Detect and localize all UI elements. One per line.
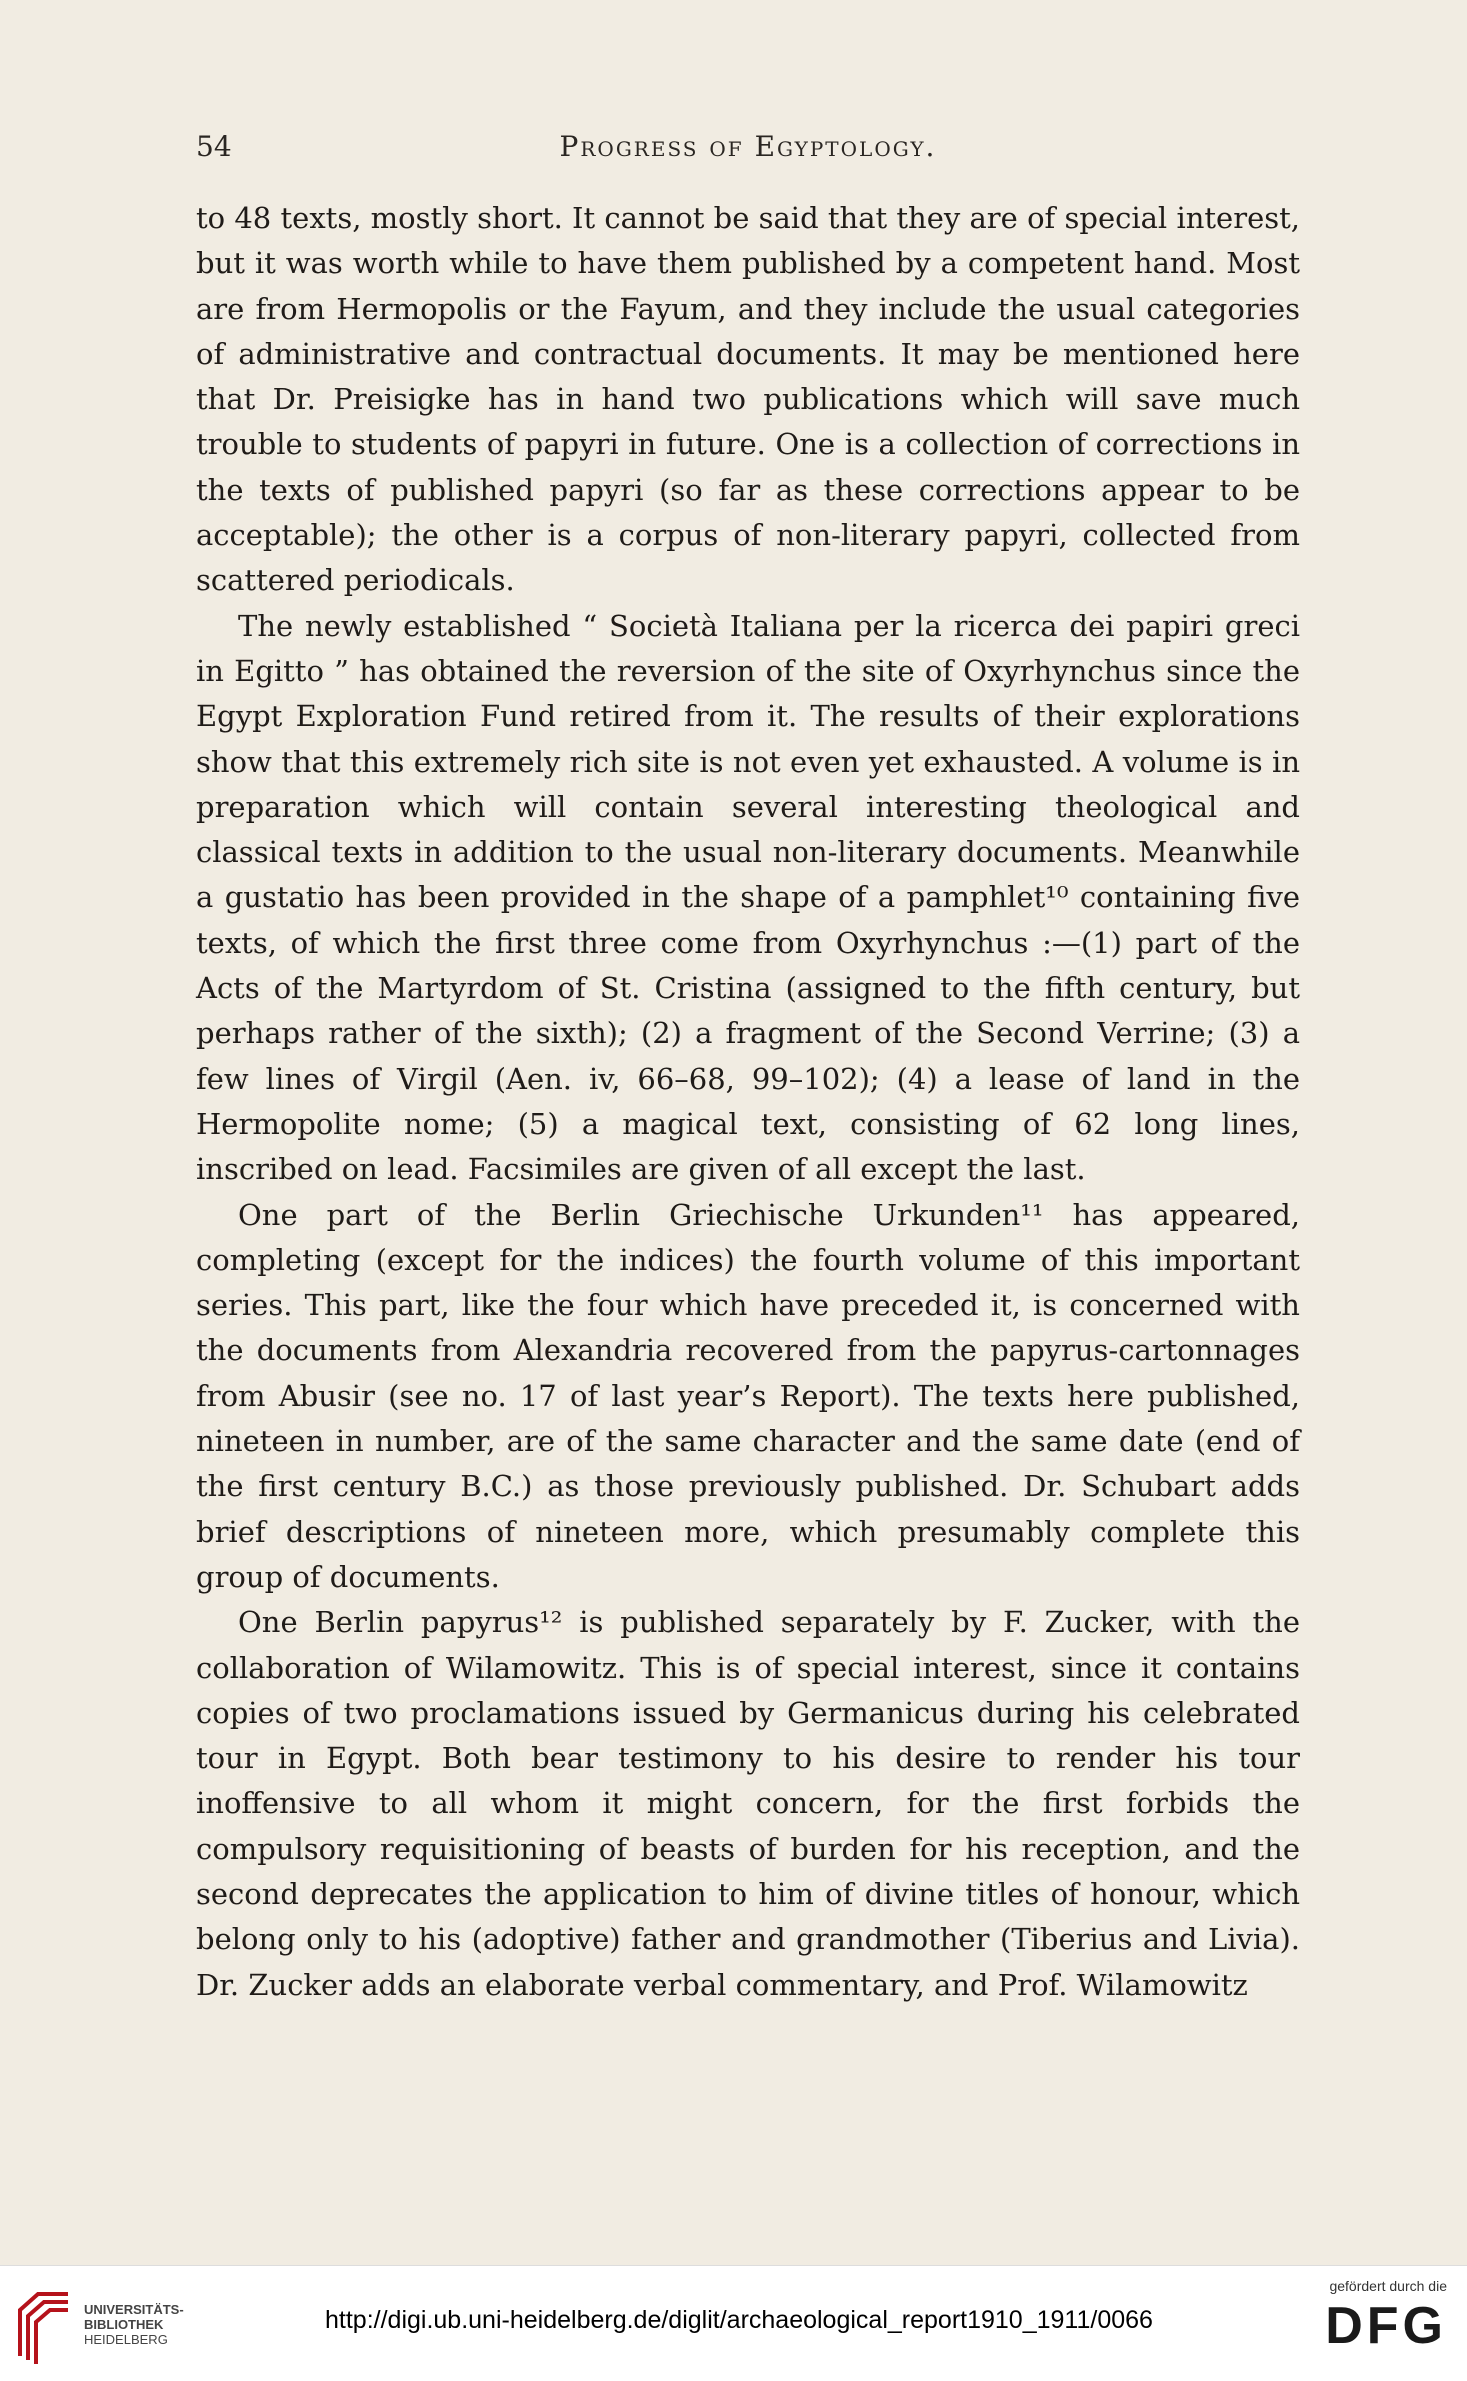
- running-head: [196, 130, 1300, 178]
- digitization-footer: [0, 2265, 1467, 2381]
- funding-notice: [1297, 2278, 1447, 2373]
- running-title: Progress of Egyptology.: [559, 130, 937, 163]
- body-text: [196, 196, 1300, 2008]
- library-name-line: UNIVERSITÄTS-: [84, 2302, 184, 2317]
- dfg-logo[interactable]: DFG: [1325, 2297, 1447, 2355]
- library-name-line: HEIDELBERG: [84, 2332, 168, 2347]
- university-library-logo[interactable]: [12, 2286, 184, 2366]
- library-name: [84, 2302, 184, 2347]
- library-name-line: BIBLIOTHEK: [84, 2317, 164, 2332]
- university-library-logo-icon: [12, 2286, 76, 2366]
- paragraph-4: One Berlin papyrus¹² is published separately by F. Zucker, with the collaboration of Wilamowitz. This is of special interest, since it contains copies of two proclamations issued by Germanicus during his celebrated tour in Egypt. Both bear testimony to his desire to render his tour inoffensive to all whom it might concern, for the first forbids the compulsory requisitioning of beasts of burden for his reception, and the second deprecates the application to him of divine titles of honour, which belong only to his (adoptive) father and grandmother (Tiberius and Livia). Dr. Zucker adds an elaborate verbal commentary, and Prof. Wilamowitz: [196, 1605, 1300, 2002]
- paragraph-2: The newly established “ Società Italiana per la ricerca dei papiri greci in Egitto ” has obtained the reversion of the site of Oxyrhynchus since the Egypt Exploration Fund retired from it. The results of their explorations show that this extremely rich site is not even yet exhausted. A volume is in preparation which will contain several interesting theological and classical texts in addition to the usual non-literary documents. Meanwhile a gustatio has been provided in the shape of a pamphlet¹⁰ containing five texts, of which the first three come from Oxyrhynchus :—(1) part of the Acts of the Martyrdom of St. Cristina (assigned to the fifth century, but perhaps rather of the sixth); (2) a fragment of the Second Verrine; (3) a few lines of Virgil (Aen. iv, 66–68, 99–102); (4) a lease of land in the Hermopolite nome; (5) a magical text, consisting of 62 long lines, inscribed on lead. Facsimiles are given of all except the last.: [196, 608, 1300, 1187]
- permalink-url[interactable]: http://digi.ub.uni-heidelberg.de/diglit/archaeological_report1910_1911/0066: [325, 2306, 1153, 2334]
- paragraph-1: to 48 texts, mostly short. It cannot be said that they are of special interest, but it was worth while to have them published by a competent hand. Most are from Hermopolis or the Fayum, and they include the usual categories of administrative and contractual documents. It may be mentioned here that Dr. Preisigke has in hand two publications which will save much trouble to students of papyri in future. One is a collection of corrections in the texts of published papyri (so far as these corrections appear to be acceptable); the other is a corpus of non-literary papyri, collected from scattered periodicals.: [196, 201, 1300, 598]
- paragraph-3: One part of the Berlin Griechische Urkunden¹¹ has appeared, completing (except for the indices) the fourth volume of this important series. This part, like the four which have preceded it, is concerned with the documents from Alexandria recovered from the papyrus-cartonnages from Abusir (see no. 17 of last year’s Report). The texts here published, nineteen in number, are of the same character and the same date (end of the first century B.C.) as those previously published. Dr. Schubart adds brief descriptions of nineteen more, which presumably complete this group of documents.: [196, 1197, 1300, 1594]
- funding-caption: gefördert durch die: [1329, 2278, 1447, 2294]
- page-number: 54: [196, 130, 232, 163]
